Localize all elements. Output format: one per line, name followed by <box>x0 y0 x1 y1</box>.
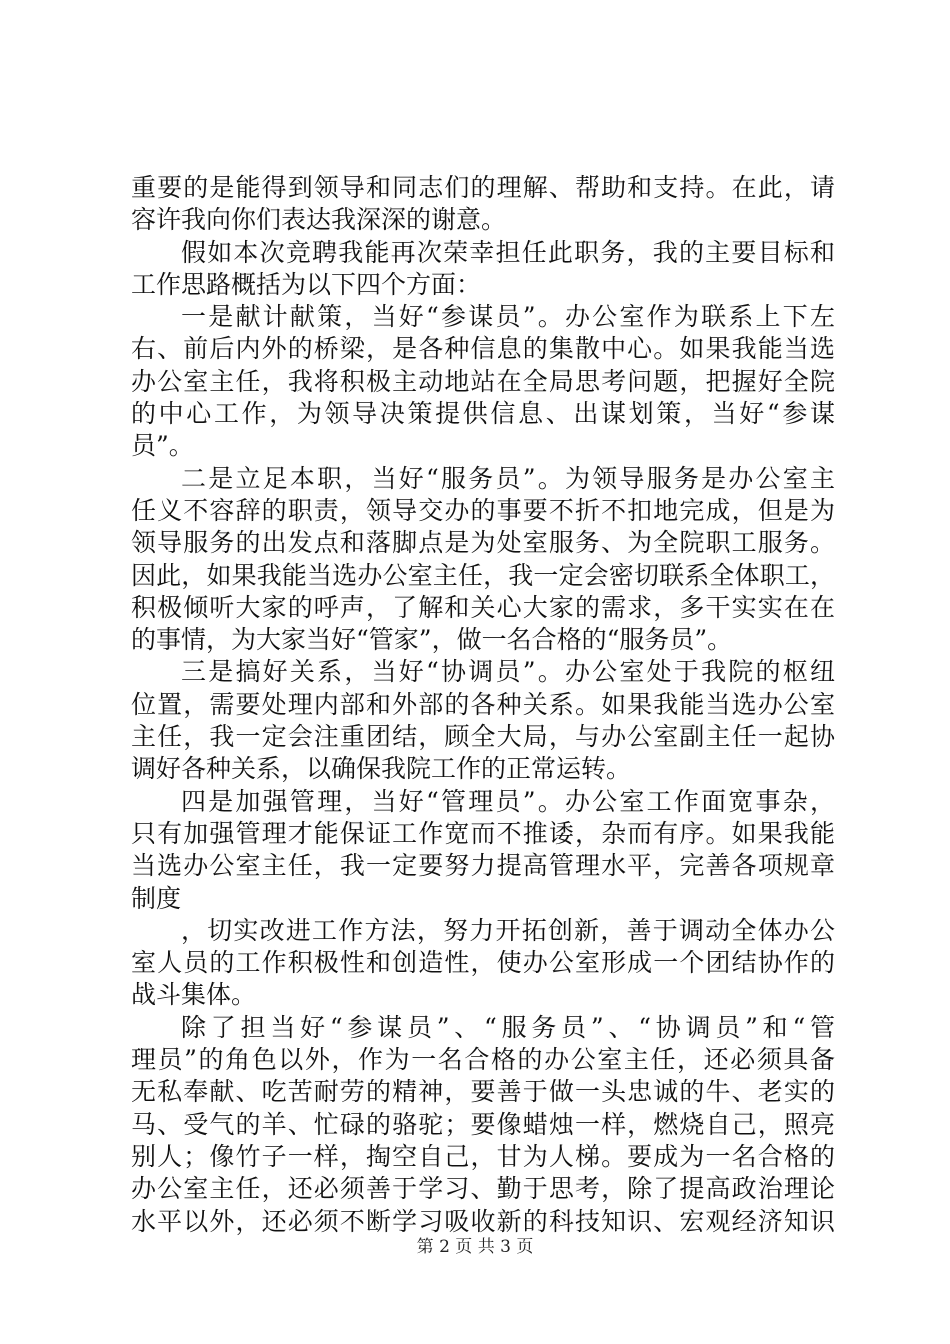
text-line: 的事情，为大家当好“管家”，做一名合格的“服务员”。 <box>131 625 733 655</box>
text-line: 位置，需要处理内部和外部的各种关系。如果我能当选办公室 <box>131 689 835 719</box>
text-line: ，切实改进工作方法，努力开拓创新，善于调动全体办公 <box>181 915 835 945</box>
text-line: 四是加强管理，当好“管理员”。办公室工作面宽事杂， <box>181 786 835 816</box>
text-line: 室人员的工作积极性和创造性，使办公室形成一个团结协作的 <box>131 948 835 978</box>
text-line: 重要的是能得到领导和同志们的理解、帮助和支持。在此，请 <box>131 173 835 202</box>
text-line: 只有加强管理才能保证工作宽而不推诿，杂而有序。如果我能 <box>131 818 835 848</box>
text-line: 战斗集体。 <box>131 980 257 1010</box>
text-line: 三是搞好关系，当好“协调员”。办公室处于我院的枢纽 <box>181 657 835 687</box>
text-line: 调好各种关系，以确保我院工作的正常运转。 <box>131 754 632 784</box>
text-line: 办公室主任，我将积极主动地站在全局思考问题，把握好全院 <box>131 366 835 396</box>
text-line: 容许我向你们表达我深深的谢意。 <box>131 205 507 235</box>
text-line: 马、受气的羊、忙碌的骆驼；要像蜡烛一样，燃烧自己，照亮 <box>131 1109 835 1139</box>
text-line: 主任，我一定会注重团结，顾全大局，与办公室副主任一起协 <box>131 722 835 752</box>
text-line: 右、前后内外的桥梁，是各种信息的集散中心。如果我能当选 <box>131 334 835 364</box>
text-line: 无私奉献、吃苦耐劳的精神，要善于做一头忠诚的牛、老实的 <box>131 1077 835 1107</box>
text-line: 除了担当好“参谋员”、“服务员”、“协调员”和“管 <box>181 1012 835 1042</box>
text-line: 当选办公室主任，我一定要努力提高管理水平，完善各项规章 <box>131 851 835 881</box>
text-line: 任义不容辞的职责，领导交办的事要不折不扣地完成，但是为 <box>131 495 835 525</box>
text-line: 积极倾听大家的呼声，了解和关心大家的需求，多干实实在在 <box>131 592 835 622</box>
text-line: 二是立足本职，当好“服务员”。为领导服务是办公室主 <box>181 463 835 493</box>
text-line: 办公室主任，还必须善于学习、勤于思考，除了提高政治理论 <box>131 1174 835 1204</box>
text-line: 假如本次竞聘我能再次荣幸担任此职务，我的主要目标和 <box>181 237 835 267</box>
text-line: 一是献计献策，当好“参谋员”。办公室作为联系上下左 <box>181 302 835 332</box>
page-footer: 第 2 页 共 3 页 <box>416 1237 534 1257</box>
document-body <box>131 172 835 1238</box>
text-line: 领导服务的出发点和落脚点是为处室服务、为全院职工服务。 <box>131 528 835 558</box>
text-line: 员”。 <box>131 431 194 461</box>
text-line: 工作思路概括为以下四个方面： <box>131 269 482 299</box>
text-line: 水平以外，还必须不断学习吸收新的科技知识、宏观经济知识 <box>131 1206 835 1236</box>
text-line: 别人；像竹子一样，掏空自己，甘为人梯。要成为一名合格的 <box>131 1141 835 1171</box>
text-line: 理员”的角色以外，作为一名合格的办公室主任，还必须具备 <box>131 1045 835 1075</box>
text-line: 的中心工作，为领导决策提供信息、出谋划策，当好“参谋 <box>131 399 835 429</box>
text-line: 制度 <box>131 883 182 913</box>
text-line: 因此，如果我能当选办公室主任，我一定会密切联系全体职工， <box>131 560 835 590</box>
